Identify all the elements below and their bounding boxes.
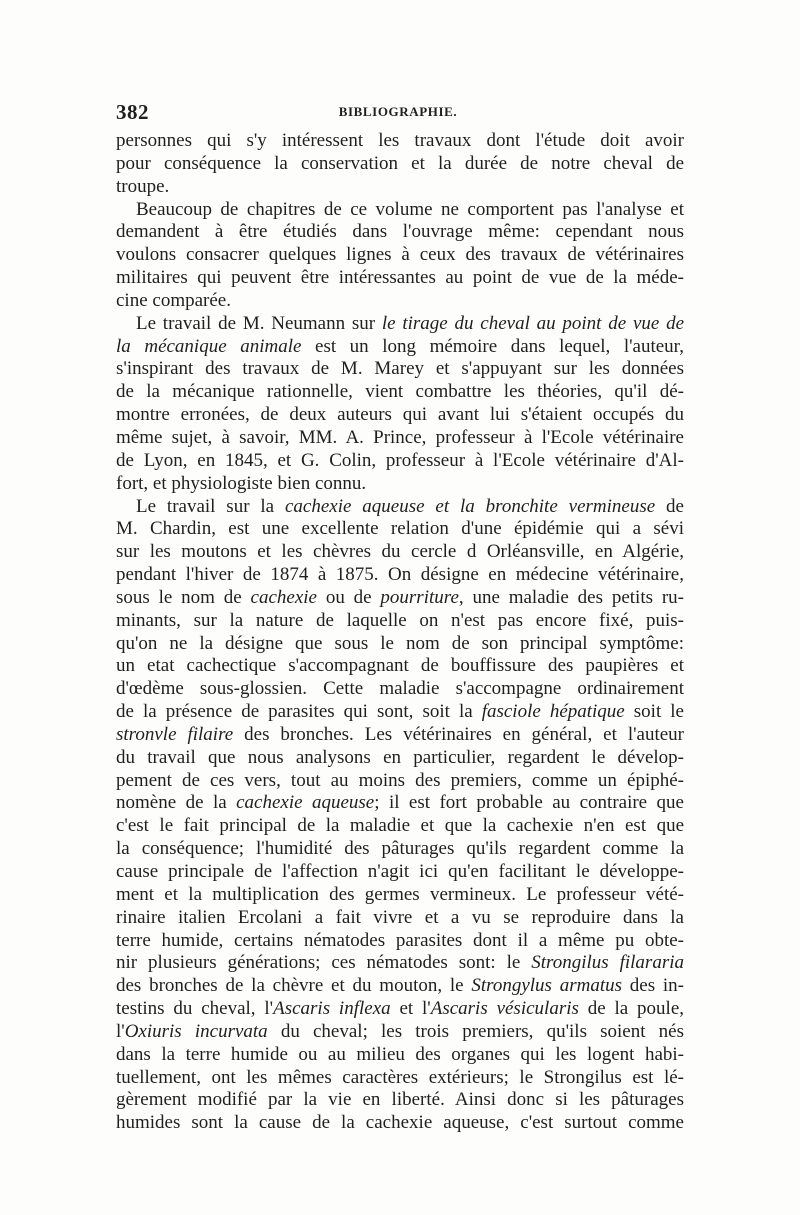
text-span: s'inspirant des travaux de M. Marey et s'appuyant sur les données: [116, 358, 684, 380]
text-line: [116, 815, 684, 838]
text-line: [116, 176, 684, 199]
text-span: gèrement modifié par la vie en liberté. Ainsi donc si les pâturages: [116, 1089, 684, 1111]
text-span: militaires qui peuvent être intéressantes au point de vue de la méde-: [116, 267, 684, 289]
text-line: [116, 930, 684, 953]
text-line: [116, 267, 684, 290]
text-line: [116, 1089, 684, 1112]
text-span: terre humide, certains nématodes parasites dont il a même pu obte-: [116, 929, 684, 951]
text-span: Le travail sur la: [136, 495, 285, 517]
text-line: [116, 381, 684, 404]
text-span: des bronches de la chèvre et du mouton, le: [116, 975, 472, 997]
text-span: du cheval; les trois premiers, qu'ils soient nés: [267, 1020, 684, 1042]
text-line: [116, 975, 684, 998]
text-line: [116, 199, 684, 222]
text-span: ment et la multiplication des germes vermineux. Le professeur vété-: [116, 883, 684, 905]
text-line: [116, 861, 684, 884]
text-span: de la poule,: [578, 998, 684, 1020]
text-line: [116, 701, 684, 724]
text-line: [116, 998, 684, 1021]
text-span: des in-: [622, 975, 684, 997]
text-span: est un long mémoire dans lequel, l'auteur,: [301, 335, 684, 357]
text-line: [116, 655, 684, 678]
italic-text: stronvle filaire: [116, 723, 234, 745]
text-span: et l': [390, 998, 431, 1020]
text-line: [116, 1067, 684, 1090]
text-line: [116, 473, 684, 496]
text-span: pour conséquence la conservation et la durée de notre cheval de: [116, 152, 684, 174]
text-line: [116, 336, 684, 359]
text-span: tuellement, ont les mêmes caractères extérieurs; le Strongilus est lé-: [116, 1066, 684, 1088]
text-line: [116, 747, 684, 770]
italic-text: cachexie: [250, 586, 317, 608]
text-line: [116, 564, 684, 587]
text-line: [116, 221, 684, 244]
italic-text: Strongilus filararia: [531, 952, 684, 974]
text-span: cine comparée.: [116, 289, 231, 311]
text-span: troupe.: [116, 175, 170, 197]
italic-text: pourriture: [380, 586, 459, 608]
text-span: M. Chardin, est une excellente relation d'une épidémie qui a sévi: [116, 518, 684, 540]
running-title: BIBLIOGRAPHIE.: [338, 104, 458, 119]
text-span: cause principale de l'affection n'agit ici qu'en facilitant le développe-: [116, 861, 684, 882]
text-span: testins du cheval, l': [116, 998, 274, 1020]
text-line: [116, 404, 684, 427]
text-span: Le travail de M. Neumann sur: [136, 312, 382, 334]
text-span: ou de: [316, 586, 381, 608]
text-span: même sujet, à savoir, MM. A. Prince, professeur à l'Ecole vétérinaire: [116, 426, 684, 448]
text-line: [116, 358, 684, 381]
text-span: personnes qui s'y intéressent les travaux dont l'étude doit avoir: [116, 130, 684, 151]
text-line: [116, 884, 684, 907]
text-span: humides sont la cause de la cachexie aqueuse, c'est surtout comme: [116, 1112, 684, 1134]
text-span: voulons consacrer quelques lignes à ceux des travaux de vétérinaires: [116, 244, 684, 266]
text-span: demandent à être étudiés dans l'ouvrage même: cependant nous: [116, 221, 684, 243]
text-line: [116, 130, 684, 153]
text-span: l': [116, 1020, 125, 1042]
italic-text: fasciole hépatique: [481, 701, 625, 723]
italic-text: Ascaris inflexa: [273, 998, 391, 1020]
page-number: 382: [116, 100, 149, 124]
text-span: sous le nom de: [116, 586, 251, 608]
page-header: [116, 100, 680, 126]
text-span: de la présence de parasites qui sont, soit la: [116, 701, 482, 723]
text-span: de la mécanique rationnelle, vient combattre les théories, qu'il dé-: [116, 381, 684, 403]
text-line: [116, 838, 684, 861]
text-line: [116, 427, 684, 450]
italic-text: Strongylus armatus: [471, 975, 623, 997]
text-line: [116, 450, 684, 473]
text-span: qu'on ne la désigne que sous le nom de son principal symptôme:: [116, 632, 684, 654]
text-line: [116, 610, 684, 633]
text-span: montre erronées, de deux auteurs qui avant lui s'étaient occupés du: [116, 404, 684, 426]
text-span: des bronches. Les vétérinaires en général, et l'auteur: [233, 723, 684, 745]
text-span: ; il est fort probable au contraire que: [374, 792, 684, 814]
italic-text: cachexie aqueuse et la bronchite vermineuse: [284, 495, 656, 517]
italic-text: la mécanique animale: [116, 335, 302, 357]
text-span: nomène de la: [116, 792, 237, 814]
text-span: sur les moutons et les chèvres du cercle d Orléansville, en Algérie,: [116, 541, 684, 563]
text-line: [116, 587, 684, 610]
text-span: Beaucoup de chapitres de ce volume ne comportent pas l'analyse et: [136, 198, 684, 220]
text-line: [116, 952, 684, 975]
text-span: soit le: [624, 701, 684, 723]
text-span: nir plusieurs générations; ces nématodes sont: le: [116, 952, 532, 974]
text-line: [116, 541, 684, 564]
text-line: [116, 633, 684, 656]
italic-text: Ascaris vésicularis: [430, 998, 579, 1020]
text-span: fort, et physiologiste bien connu.: [116, 472, 367, 494]
text-span: du travail que nous analysons en particulier, regardent le dévelop-: [116, 746, 684, 768]
italic-text: cachexie aqueuse: [236, 792, 375, 814]
text-span: , une maladie des petits ru-: [458, 586, 684, 608]
text-line: [116, 290, 684, 313]
text-span: de Lyon, en 1845, et G. Colin, professeur à l'Ecole vétérinaire d'Al-: [116, 449, 684, 471]
body-text: [116, 130, 684, 1135]
text-line: [116, 518, 684, 541]
text-line: [116, 792, 684, 815]
text-span: la conséquence; l'humidité des pâturages qu'ils regardent comme la: [116, 838, 684, 860]
text-line: [116, 1044, 684, 1067]
text-span: pement de ces vers, tout au moins des premiers, comme un épiphé-: [116, 769, 684, 791]
text-line: [116, 153, 684, 176]
text-line: [116, 313, 684, 336]
text-span: un etat cachectique s'accompagnant de bouffissure des paupières et: [116, 655, 684, 677]
text-line: [116, 1112, 684, 1135]
text-line: [116, 244, 684, 267]
text-span: c'est le fait principal de la maladie et que la cachexie n'en est que: [116, 815, 684, 837]
text-span: de: [655, 495, 684, 517]
text-span: dans la terre humide ou au milieu des organes qui les logent habi-: [116, 1043, 684, 1065]
text-line: [116, 496, 684, 519]
italic-text: le tirage du cheval au point de vue de: [381, 312, 684, 334]
text-span: pendant l'hiver de 1874 à 1875. On désigne en médecine vétérinaire,: [116, 564, 684, 586]
text-line: [116, 724, 684, 747]
italic-text: Oxiuris incurvata: [124, 1020, 268, 1042]
text-span: rinaire italien Ercolani a fait vivre et a vu se reproduire dans la: [116, 906, 684, 928]
text-span: minants, sur la nature de laquelle on n'est pas encore fixé, puis-: [116, 609, 684, 631]
text-line: [116, 678, 684, 701]
text-span: d'œdème sous-glossien. Cette maladie s'accompagne ordinairement: [116, 678, 684, 700]
text-line: [116, 1021, 684, 1044]
text-line: [116, 770, 684, 793]
text-line: [116, 907, 684, 930]
